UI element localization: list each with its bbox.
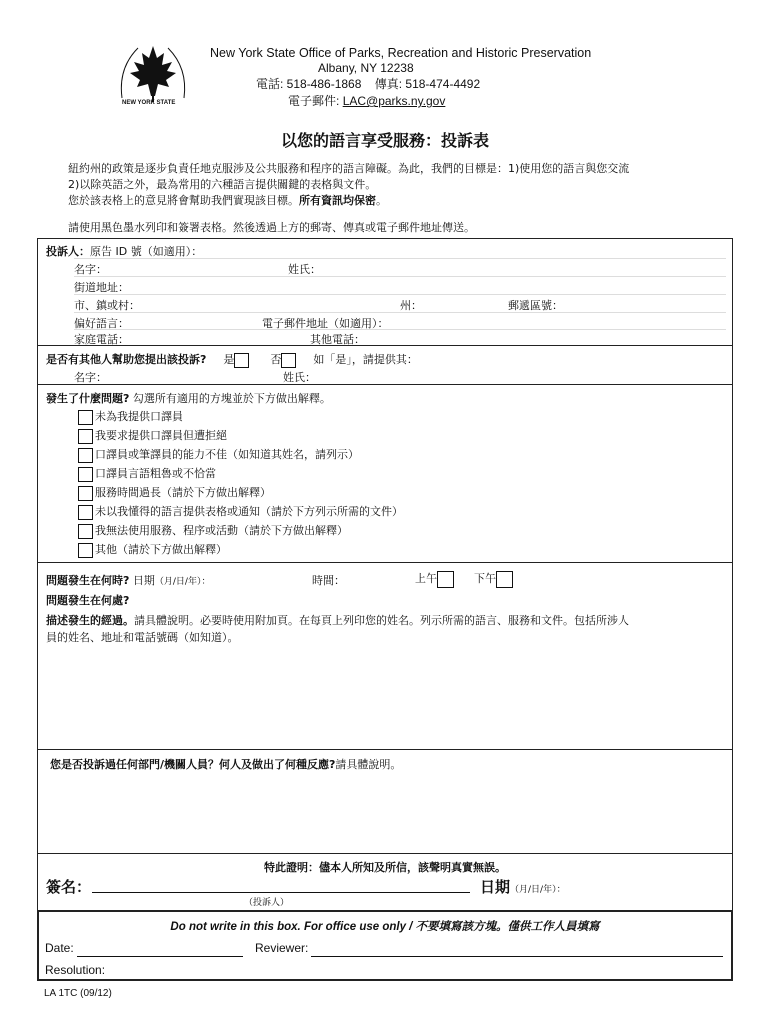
issue-option-8-checkbox[interactable] [78, 543, 93, 558]
street-label: 街道地址： [74, 281, 129, 294]
when-date-label: 日期 [132, 574, 155, 587]
state-label: 州： [400, 299, 422, 312]
intro-line-4: 請使用黑色墨水列印和簽署表格。然後透過上方的郵寄、傳真或電子郵件地址傳送。 [68, 221, 475, 234]
describe-text-2: 員的姓名、地址和電話號碼（如知道）。 [46, 631, 239, 644]
issue-option-1-label: 未為我提供口譯員 [95, 410, 183, 423]
issue-option-3-label: 口譯員或筆譯員的能力不佳（如知道其姓名，請列示） [95, 448, 359, 461]
issue-option-8[interactable] [78, 541, 227, 559]
prior-section [37, 749, 733, 854]
issue-option-3-checkbox[interactable] [78, 448, 93, 463]
helper-if-yes: 如「是」，請提供其： [313, 353, 418, 366]
confidential-note: 所有資訊均保密 [299, 194, 376, 207]
sign-date-format: （月/日/年）： [510, 885, 566, 895]
office-date-label: Date: [45, 941, 74, 955]
nys-parks-seal [114, 38, 192, 110]
agency-city: Albany, NY 12238 [318, 61, 414, 75]
office-resolution-label: Resolution: [45, 963, 106, 977]
prior-question: 您是否投訴過任何部門/機關人員？何人及做出了何種反應? [50, 758, 336, 771]
issue-option-2-checkbox[interactable] [78, 429, 93, 444]
helper-section [37, 345, 733, 385]
incident-section [37, 562, 733, 750]
intro-line-1: 紐約州的政策是逐步負責任地克服涉及公共服務和程序的語言障礙。為此，我們的目標是：1)使用您的語言與您交流 [68, 162, 630, 175]
city-label: 市、鎮或村： [74, 299, 140, 312]
am-label: 上午 [415, 572, 437, 585]
issue-option-4-label: 口譯員言語粗魯或不恰當 [95, 467, 216, 480]
intro-line-3a: 您於該表格上的意見將會幫助我們實現該目標。 [68, 194, 299, 207]
form-title: 以您的語言享受服務：投訴表 [280, 131, 489, 150]
describe-label: 描述發生的經過。 [46, 614, 134, 627]
when-date-format: （月/日/年）： [154, 577, 211, 587]
intro-line-3 [68, 192, 387, 208]
language-label: 偏好語言： [74, 317, 129, 330]
issue-option-7-checkbox[interactable] [78, 524, 93, 539]
describe-textarea[interactable] [44, 647, 726, 743]
pm-checkbox[interactable] [496, 571, 513, 588]
helper-first-name-label: 名字： [74, 371, 107, 384]
issue-option-6-checkbox[interactable] [78, 505, 93, 520]
issue-option-7-label: 我無法使用服務、程序或活動（請於下方做出解釋） [95, 524, 348, 537]
issue-option-1-checkbox[interactable] [78, 410, 93, 425]
issue-option-2[interactable] [78, 427, 227, 445]
intro-line-3c: 。 [376, 194, 387, 207]
when-time-label: 時間： [312, 574, 345, 587]
agency-phone-fax: 電話: 518-486-1868 傳真: 518-474-4492 [256, 77, 481, 91]
sign-date-label: 日期 [480, 878, 511, 896]
issue-option-5[interactable] [78, 484, 271, 502]
intro-line-2: 2)以除英語之外，最為常用的六種語言提供關鍵的表格與文件。 [68, 178, 377, 191]
describe-text-1: 請具體說明。必要時使用附加頁。在每頁上列印您的姓名。列示所需的語言、服務和文件。包括所涉人 [134, 614, 629, 627]
helper-yes-label: 是 [223, 353, 235, 366]
complainant-header-row [46, 243, 202, 259]
helper-row [46, 351, 418, 368]
when-question: 問題發生在何時? [46, 574, 130, 587]
email-label: 電子郵件: [288, 94, 340, 108]
when-row [46, 572, 210, 588]
agency-email-row [288, 92, 445, 109]
prior-textarea[interactable] [44, 776, 726, 847]
agency-name: New York State Office of Parks, Recreation and Historic Preservation [210, 46, 592, 60]
complainant-label: 投訴人： [46, 245, 90, 258]
issue-option-3[interactable] [78, 446, 359, 464]
helper-question: 是否有其他人幫助您提出該投訴? [46, 353, 207, 366]
office-notice: Do not write in this box. For office use only / 不要填寫該方塊。僅供工作人員填寫 [170, 921, 600, 933]
issue-option-1[interactable] [78, 408, 183, 426]
helper-no-label: 否 [270, 353, 282, 366]
issue-option-6[interactable] [78, 503, 403, 521]
email-address-label: 電子郵件地址（如適用）： [262, 317, 389, 330]
prior-instruction: 請具體說明。 [335, 758, 402, 771]
complainant-id-label: 原告 ID 號（如適用）： [90, 245, 203, 258]
issue-option-6-label: 未以我懂得的語言提供表格或通知（請於下方列示所需的文件） [95, 505, 403, 518]
issue-option-4[interactable] [78, 465, 216, 483]
pm-row [474, 570, 513, 588]
am-checkbox[interactable] [437, 571, 454, 588]
sign-date-row [480, 876, 566, 897]
certification-section [37, 853, 733, 911]
issue-option-2-label: 我要求提供口譯員但遭拒絕 [95, 429, 227, 442]
office-reviewer-input[interactable] [311, 956, 723, 957]
helper-yes-checkbox[interactable] [234, 353, 249, 368]
issue-question: 發生了什麼問題? [46, 392, 130, 405]
prior-row [50, 756, 401, 772]
pm-label: 下午 [474, 572, 496, 585]
issue-option-7[interactable] [78, 522, 348, 540]
complainant-section [37, 238, 733, 346]
describe-row [46, 612, 629, 628]
signer-caption: （投訴人） [244, 898, 290, 908]
first-name-label: 名字： [74, 263, 107, 276]
other-phone-label: 其他電話： [310, 333, 365, 346]
issue-option-4-checkbox[interactable] [78, 467, 93, 482]
zip-label: 郵遞區號： [508, 299, 563, 312]
helper-last-name-label: 姓氏： [283, 371, 316, 384]
signature-label: 簽名： [46, 878, 92, 896]
last-name-label: 姓氏： [288, 263, 321, 276]
signature-input[interactable] [92, 892, 470, 893]
issue-instruction: 勾選所有適用的方塊並於下方做出解釋。 [132, 392, 331, 405]
office-reviewer-label: Reviewer: [255, 941, 309, 955]
office-use-box [37, 910, 733, 981]
am-row [415, 570, 454, 588]
form-id: LA 1TC (09/12) [44, 988, 112, 999]
certify-statement: 特此證明：儘本人所知及所信，該聲明真實無誤。 [264, 861, 506, 874]
issue-option-8-label: 其他（請於下方做出解釋） [95, 543, 227, 556]
issue-option-5-checkbox[interactable] [78, 486, 93, 501]
office-date-input[interactable] [77, 956, 243, 957]
seal-bottom-text: NEW YORK STATE [122, 100, 176, 106]
where-question: 問題發生在何處? [46, 594, 130, 607]
helper-no-checkbox[interactable] [281, 353, 296, 368]
home-phone-label: 家庭電話： [74, 333, 129, 346]
issue-option-5-label: 服務時間過長（請於下方做出解釋） [95, 486, 271, 499]
issue-header-row [46, 390, 331, 406]
email-link[interactable]: LAC@parks.ny.gov [342, 94, 446, 108]
